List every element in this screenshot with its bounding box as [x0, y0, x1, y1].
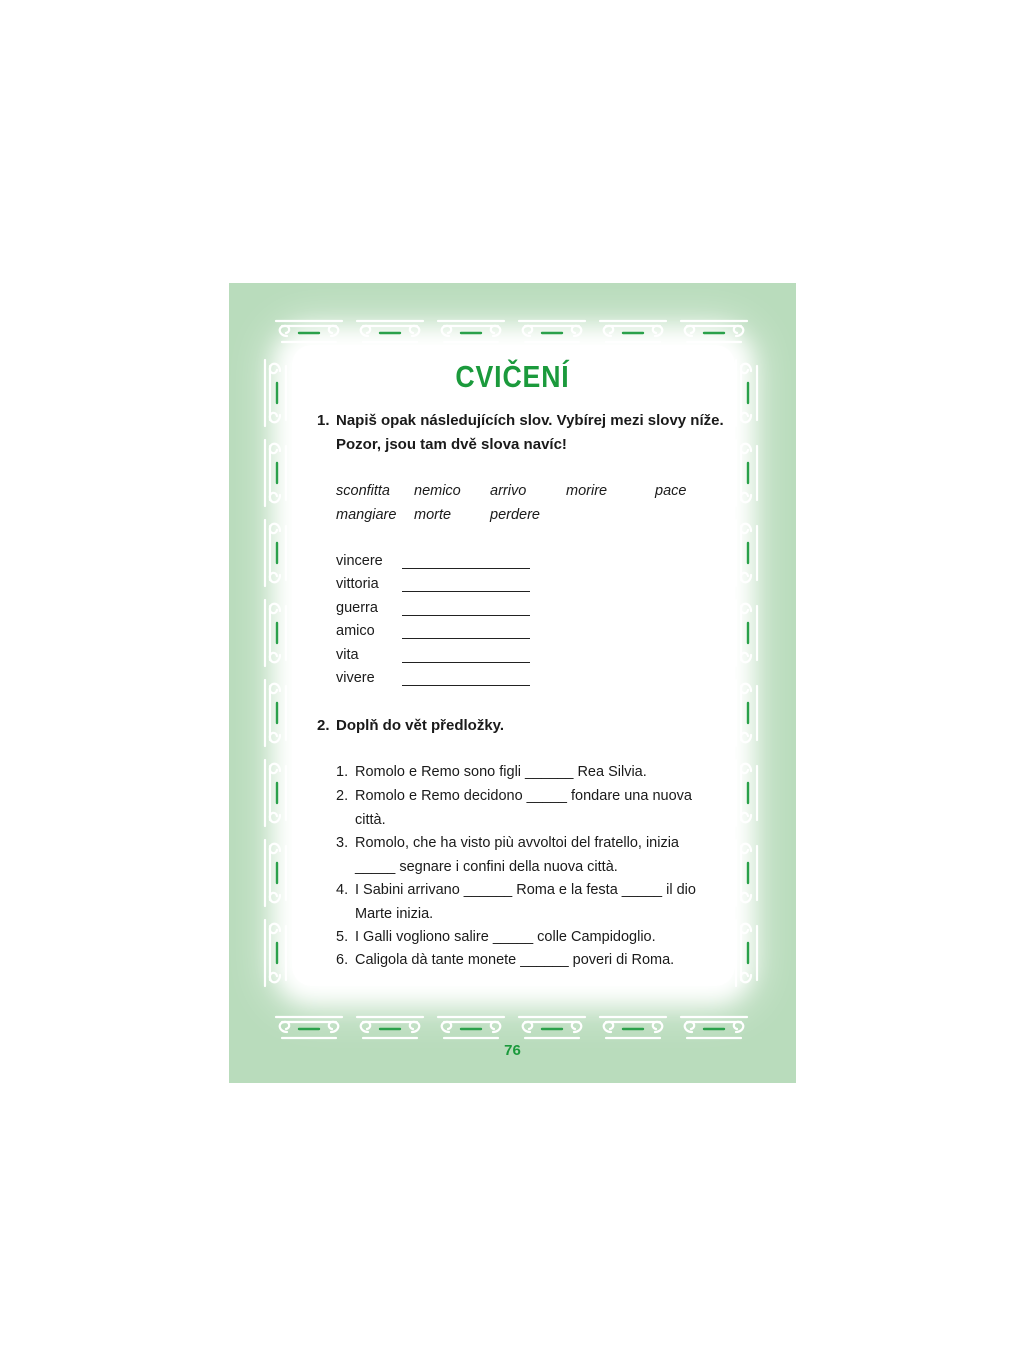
exercise-1-instructions — [317, 409, 737, 459]
answer-blank[interactable] — [402, 685, 530, 686]
sentence-text: I Sabini arrivano ______ Roma e la festa _____ il dio — [355, 882, 696, 898]
sentence-item — [336, 832, 716, 879]
antonym-word: vivere — [336, 670, 375, 686]
sentence-text: Romolo e Remo decidono _____ fondare una nuova — [355, 788, 692, 804]
answer-blank[interactable] — [402, 568, 530, 569]
sentence-number: 1. — [336, 764, 349, 780]
antonym-row — [336, 623, 536, 645]
word-bank-item: arrivo — [490, 483, 527, 499]
sentence-number: 4. — [336, 882, 349, 898]
answer-blank[interactable] — [402, 638, 530, 639]
sentence-number: 6. — [336, 952, 349, 968]
antonym-word: amico — [336, 623, 375, 639]
sentence-text: Romolo, che ha visto più avvoltoi del fratello, inizia — [355, 835, 679, 851]
exercise-2-number: 2. — [317, 717, 330, 734]
sentence-item — [336, 761, 716, 785]
antonym-word: vincere — [336, 553, 383, 569]
answer-blank[interactable] — [402, 615, 530, 616]
sentence-text: _____ segnare i confini della nuova città. — [355, 858, 618, 875]
sentence-number: 2. — [336, 788, 349, 804]
antonym-row — [336, 670, 536, 692]
workbook-page — [229, 283, 796, 1083]
answer-blank[interactable] — [402, 662, 530, 663]
page-title: CVIČENÍ — [455, 359, 570, 394]
sentence-text: Caligola dà tante monete ______ poveri di Roma. — [355, 952, 675, 968]
sentence-text: Romolo e Remo sono figli ______ Rea Silvia. — [355, 764, 647, 780]
sentence-text: città. — [355, 811, 386, 828]
sentence-text: Marte inizia. — [355, 905, 434, 922]
word-bank-item: pace — [655, 483, 687, 499]
antonym-row — [336, 576, 536, 598]
exercise-1-number: 1. — [317, 412, 330, 429]
word-bank-item: perdere — [490, 507, 540, 523]
antonym-row — [336, 600, 536, 622]
exercise-1-line-2: Pozor, jsou tam dvě slova navíc! — [336, 436, 567, 453]
word-bank-item: sconfitta — [336, 483, 390, 499]
sentence-text: I Galli vogliono salire _____ colle Campidoglio. — [355, 929, 656, 945]
sentence-number: 3. — [336, 835, 349, 851]
exercise-2-heading: Doplň do vět předložky. — [336, 717, 505, 734]
sentence-item — [336, 926, 716, 950]
sentence-item — [336, 879, 716, 926]
antonym-word: vittoria — [336, 576, 379, 592]
antonym-word: vita — [336, 647, 359, 663]
exercise-2-instructions — [317, 714, 737, 738]
antonym-row — [336, 553, 536, 575]
antonym-row — [336, 647, 536, 669]
sentence-item — [336, 785, 716, 832]
exercise-1-line-1: Napiš opak následujících slov. Vybírej mezi slovy níže. — [336, 412, 724, 429]
word-bank-item: mangiare — [336, 507, 397, 523]
word-bank-item: morire — [566, 483, 608, 499]
sentence-item — [336, 949, 716, 973]
word-bank-item: nemico — [414, 483, 461, 499]
word-bank-item: morte — [414, 507, 452, 523]
page-number: 76 — [504, 1042, 521, 1059]
antonym-word: guerra — [336, 600, 378, 616]
answer-blank[interactable] — [402, 591, 530, 592]
sentence-number: 5. — [336, 929, 349, 945]
